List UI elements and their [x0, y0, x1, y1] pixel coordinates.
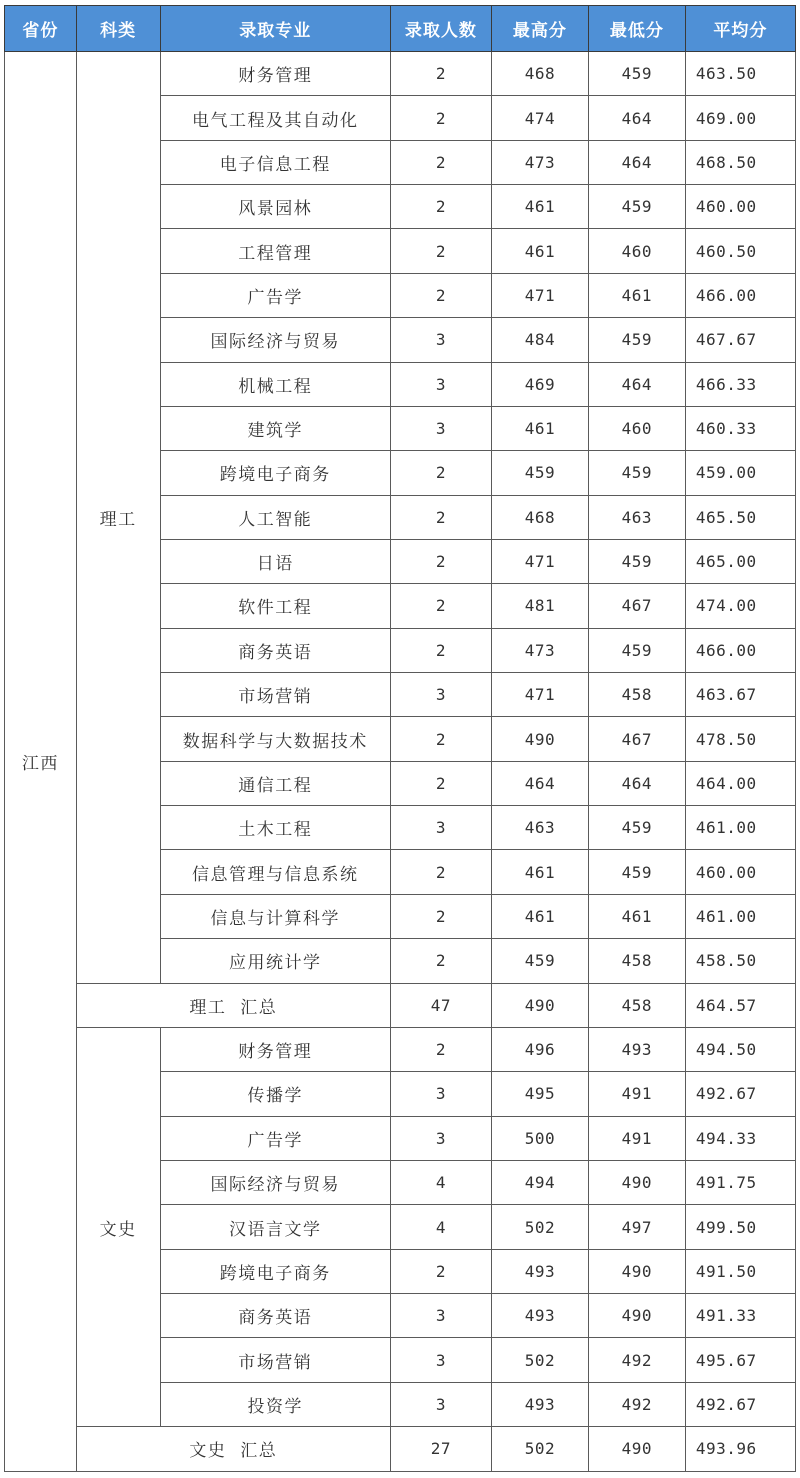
major-cell: 国际经济与贸易 — [160, 318, 390, 362]
min-score-cell: 458 — [588, 939, 685, 983]
major-cell: 商务英语 — [160, 628, 390, 672]
max-score-cell: 495 — [491, 1072, 588, 1116]
max-score-cell: 461 — [491, 894, 588, 938]
min-score-cell: 459 — [588, 318, 685, 362]
min-score-cell: 497 — [588, 1205, 685, 1249]
avg-score-cell: 495.67 — [685, 1338, 795, 1382]
avg-score-cell: 459.00 — [685, 451, 795, 495]
min-score-cell: 490 — [588, 1249, 685, 1293]
major-cell: 传播学 — [160, 1072, 390, 1116]
summary-max-cell: 490 — [491, 983, 588, 1027]
avg-score-cell: 465.50 — [685, 495, 795, 539]
max-score-cell: 461 — [491, 406, 588, 450]
max-score-cell: 496 — [491, 1027, 588, 1071]
max-score-cell: 459 — [491, 451, 588, 495]
major-cell: 广告学 — [160, 1116, 390, 1160]
count-cell: 3 — [390, 1116, 491, 1160]
min-score-cell: 491 — [588, 1072, 685, 1116]
major-cell: 市场营销 — [160, 673, 390, 717]
count-cell: 2 — [390, 584, 491, 628]
min-score-cell: 461 — [588, 273, 685, 317]
min-score-cell: 491 — [588, 1116, 685, 1160]
max-score-cell: 481 — [491, 584, 588, 628]
avg-score-cell: 467.67 — [685, 318, 795, 362]
max-score-cell: 502 — [491, 1205, 588, 1249]
avg-score-cell: 458.50 — [685, 939, 795, 983]
count-cell: 3 — [390, 318, 491, 362]
category-cell: 理工 — [76, 52, 160, 984]
header-avg-score: 平均分 — [685, 6, 795, 52]
max-score-cell: 471 — [491, 539, 588, 583]
count-cell: 3 — [390, 1294, 491, 1338]
avg-score-cell: 491.75 — [685, 1160, 795, 1204]
major-cell: 汉语言文学 — [160, 1205, 390, 1249]
summary-avg-cell: 493.96 — [685, 1427, 795, 1471]
min-score-cell: 490 — [588, 1160, 685, 1204]
min-score-cell: 467 — [588, 584, 685, 628]
count-cell: 2 — [390, 1249, 491, 1293]
major-cell: 土木工程 — [160, 806, 390, 850]
min-score-cell: 459 — [588, 52, 685, 96]
summary-row — [5, 1427, 796, 1471]
min-score-cell: 459 — [588, 806, 685, 850]
avg-score-cell: 464.00 — [685, 761, 795, 805]
max-score-cell: 469 — [491, 362, 588, 406]
count-cell: 3 — [390, 362, 491, 406]
avg-score-cell: 491.50 — [685, 1249, 795, 1293]
count-cell: 2 — [390, 185, 491, 229]
major-cell: 国际经济与贸易 — [160, 1160, 390, 1204]
max-score-cell: 493 — [491, 1249, 588, 1293]
table-body — [5, 52, 796, 1472]
major-cell: 跨境电子商务 — [160, 451, 390, 495]
major-cell: 广告学 — [160, 273, 390, 317]
avg-score-cell: 492.67 — [685, 1072, 795, 1116]
summary-min-cell: 458 — [588, 983, 685, 1027]
max-score-cell: 463 — [491, 806, 588, 850]
avg-score-cell: 474.00 — [685, 584, 795, 628]
count-cell: 3 — [390, 406, 491, 450]
min-score-cell: 492 — [588, 1382, 685, 1426]
avg-score-cell: 499.50 — [685, 1205, 795, 1249]
count-cell: 2 — [390, 939, 491, 983]
count-cell: 2 — [390, 229, 491, 273]
major-cell: 应用统计学 — [160, 939, 390, 983]
summary-min-cell: 490 — [588, 1427, 685, 1471]
count-cell: 2 — [390, 1027, 491, 1071]
summary-label-cell: 文史 汇总 — [76, 1427, 390, 1471]
avg-score-cell: 463.67 — [685, 673, 795, 717]
min-score-cell: 460 — [588, 229, 685, 273]
major-cell: 跨境电子商务 — [160, 1249, 390, 1293]
min-score-cell: 493 — [588, 1027, 685, 1071]
count-cell: 3 — [390, 1072, 491, 1116]
count-cell: 2 — [390, 628, 491, 672]
major-cell: 建筑学 — [160, 406, 390, 450]
max-score-cell: 493 — [491, 1382, 588, 1426]
count-cell: 4 — [390, 1160, 491, 1204]
count-cell: 2 — [390, 894, 491, 938]
max-score-cell: 494 — [491, 1160, 588, 1204]
min-score-cell: 464 — [588, 761, 685, 805]
avg-score-cell: 478.50 — [685, 717, 795, 761]
avg-score-cell: 466.00 — [685, 273, 795, 317]
major-cell: 信息管理与信息系统 — [160, 850, 390, 894]
avg-score-cell: 468.50 — [685, 140, 795, 184]
count-cell: 2 — [390, 850, 491, 894]
avg-score-cell: 466.33 — [685, 362, 795, 406]
min-score-cell: 490 — [588, 1294, 685, 1338]
min-score-cell: 459 — [588, 850, 685, 894]
major-cell: 信息与计算科学 — [160, 894, 390, 938]
summary-count-cell: 47 — [390, 983, 491, 1027]
avg-score-cell: 494.50 — [685, 1027, 795, 1071]
avg-score-cell: 491.33 — [685, 1294, 795, 1338]
min-score-cell: 464 — [588, 362, 685, 406]
summary-label-cell: 理工 汇总 — [76, 983, 390, 1027]
avg-score-cell: 460.33 — [685, 406, 795, 450]
summary-avg-cell: 464.57 — [685, 983, 795, 1027]
major-cell: 日语 — [160, 539, 390, 583]
max-score-cell: 474 — [491, 96, 588, 140]
max-score-cell: 461 — [491, 850, 588, 894]
max-score-cell: 471 — [491, 673, 588, 717]
header-min-score: 最低分 — [588, 6, 685, 52]
avg-score-cell: 469.00 — [685, 96, 795, 140]
min-score-cell: 492 — [588, 1338, 685, 1382]
major-cell: 电气工程及其自动化 — [160, 96, 390, 140]
summary-row — [5, 983, 796, 1027]
header-count: 录取人数 — [390, 6, 491, 52]
avg-score-cell: 466.00 — [685, 628, 795, 672]
max-score-cell: 473 — [491, 140, 588, 184]
count-cell: 3 — [390, 1338, 491, 1382]
major-cell: 工程管理 — [160, 229, 390, 273]
avg-score-cell: 461.00 — [685, 806, 795, 850]
min-score-cell: 464 — [588, 96, 685, 140]
avg-score-cell: 463.50 — [685, 52, 795, 96]
avg-score-cell: 492.67 — [685, 1382, 795, 1426]
category-cell: 文史 — [76, 1027, 160, 1426]
major-cell: 投资学 — [160, 1382, 390, 1426]
count-cell: 4 — [390, 1205, 491, 1249]
min-score-cell: 459 — [588, 185, 685, 229]
min-score-cell: 463 — [588, 495, 685, 539]
header-category: 科类 — [76, 6, 160, 52]
min-score-cell: 459 — [588, 539, 685, 583]
major-cell: 市场营销 — [160, 1338, 390, 1382]
major-cell: 财务管理 — [160, 52, 390, 96]
min-score-cell: 459 — [588, 451, 685, 495]
count-cell: 3 — [390, 806, 491, 850]
max-score-cell: 468 — [491, 495, 588, 539]
avg-score-cell: 465.00 — [685, 539, 795, 583]
max-score-cell: 473 — [491, 628, 588, 672]
max-score-cell: 484 — [491, 318, 588, 362]
max-score-cell: 464 — [491, 761, 588, 805]
count-cell: 3 — [390, 1382, 491, 1426]
admission-score-table — [4, 5, 796, 1472]
count-cell: 2 — [390, 96, 491, 140]
summary-max-cell: 502 — [491, 1427, 588, 1471]
major-cell: 软件工程 — [160, 584, 390, 628]
header-max-score: 最高分 — [491, 6, 588, 52]
major-cell: 商务英语 — [160, 1294, 390, 1338]
avg-score-cell: 494.33 — [685, 1116, 795, 1160]
avg-score-cell: 460.50 — [685, 229, 795, 273]
count-cell: 2 — [390, 140, 491, 184]
major-cell: 风景园林 — [160, 185, 390, 229]
min-score-cell: 461 — [588, 894, 685, 938]
max-score-cell: 500 — [491, 1116, 588, 1160]
major-cell: 机械工程 — [160, 362, 390, 406]
avg-score-cell: 460.00 — [685, 185, 795, 229]
count-cell: 2 — [390, 52, 491, 96]
max-score-cell: 471 — [491, 273, 588, 317]
admission-table-container — [4, 5, 796, 1472]
major-cell: 人工智能 — [160, 495, 390, 539]
min-score-cell: 464 — [588, 140, 685, 184]
count-cell: 2 — [390, 539, 491, 583]
major-cell: 电子信息工程 — [160, 140, 390, 184]
major-cell: 数据科学与大数据技术 — [160, 717, 390, 761]
min-score-cell: 458 — [588, 673, 685, 717]
major-cell: 通信工程 — [160, 761, 390, 805]
major-cell: 财务管理 — [160, 1027, 390, 1071]
min-score-cell: 467 — [588, 717, 685, 761]
table-row — [5, 52, 796, 96]
max-score-cell: 493 — [491, 1294, 588, 1338]
count-cell: 3 — [390, 673, 491, 717]
max-score-cell: 468 — [491, 52, 588, 96]
header-row — [5, 6, 796, 52]
header-province: 省份 — [5, 6, 77, 52]
avg-score-cell: 460.00 — [685, 850, 795, 894]
summary-count-cell: 27 — [390, 1427, 491, 1471]
avg-score-cell: 461.00 — [685, 894, 795, 938]
min-score-cell: 460 — [588, 406, 685, 450]
header-major: 录取专业 — [160, 6, 390, 52]
count-cell: 2 — [390, 273, 491, 317]
province-cell: 江西 — [5, 52, 77, 1472]
count-cell: 2 — [390, 495, 491, 539]
max-score-cell: 459 — [491, 939, 588, 983]
max-score-cell: 461 — [491, 185, 588, 229]
count-cell: 2 — [390, 451, 491, 495]
max-score-cell: 461 — [491, 229, 588, 273]
count-cell: 2 — [390, 761, 491, 805]
min-score-cell: 459 — [588, 628, 685, 672]
max-score-cell: 490 — [491, 717, 588, 761]
max-score-cell: 502 — [491, 1338, 588, 1382]
table-row — [5, 1027, 796, 1071]
count-cell: 2 — [390, 717, 491, 761]
